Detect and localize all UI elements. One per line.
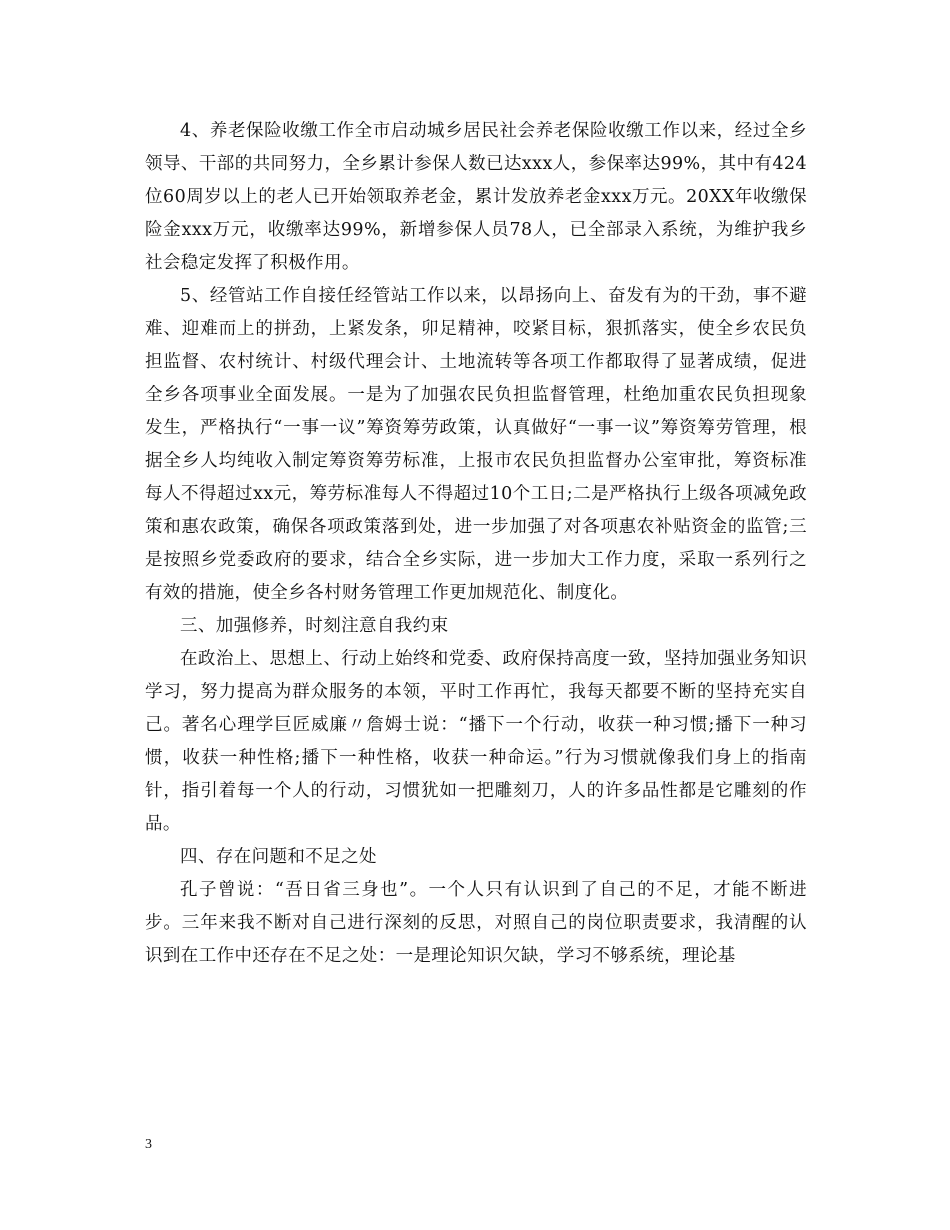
section-heading-problems: 四、存在问题和不足之处 (180, 847, 377, 867)
document-body (145, 115, 807, 973)
paragraph-pension-collection: 4、养老保险收缴工作全市启动城乡居民社会养老保险收缴工作以来，经过全乡领导、干部的共同努力，全乡累计参保人数已达xxx人，参保率达99%，其中有424位60周岁以上的老人已开始领取养老金，累计发放养老金xxx万元。20XX年收缴保险金xxx万元，收缴率达99%，新增参保人员78人，已全部录入系统，为维护我乡社会稳定发挥了积极作用。 (145, 121, 807, 273)
paragraph-management-station: 5、经管站工作自接任经管站工作以来，以昂扬向上、奋发有为的干劲，事不避难、迎难而上的拼劲，上紧发条，卯足精神，咬紧目标，狠抓落实，使全乡农民负担监督、农村统计、村级代理会计、土地流转等各项工作都取得了显著成绩，促进全乡各项事业全面发展。一是为了加强农民负担监督管理，杜绝加重农民负担现象发生，严格执行“一事一议”筹资筹劳政策，认真做好“一事一议”筹资筹劳管理，根据全乡人均纯收入制定筹资筹劳标准，上报市农民负担监督办公室审批，筹资标准每人不得超过xx元，筹劳标准每人不得超过10个工日;二是严格执行上级各项减免政策和惠农政策，确保各项政策落到处，进一步加强了对各项惠农补贴资金的监管;三是按照乡党委政府的要求，结合全乡实际，进一步加大工作力度，采取一系列行之有效的措施，使全乡各村财务管理工作更加规范化、制度化。 (145, 286, 807, 603)
page-number: 3 (145, 1137, 152, 1152)
paragraph-reflection: 孔子曾说：“吾日省三身也”。一个人只有认识到了自己的不足，才能不断进步。三年来我不断对自己进行深刻的反思，对照自己的岗位职责要求，我清醒的认识到在工作中还存在不足之处：一是理论知识欠缺，学习不够系统，理论基 (145, 880, 807, 966)
section-heading-self-discipline: 三、加强修养，时刻注意自我约束 (180, 616, 449, 636)
paragraph-self-cultivation: 在政治上、思想上、行动上始终和党委、政府保持高度一致，坚持加强业务知识学习，努力提高为群众服务的本领，平时工作再忙，我每天都要不断的坚持充实自己。著名心理学巨匠威廉〃詹姆士说：“播下一个行动，收获一种习惯;播下一种习惯，收获一种性格;播下一种性格，收获一种命运。”行为习惯就像我们身上的指南针，指引着每一个人的行动，习惯犹如一把雕刻刀，人的许多品性都是它雕刻的作品。 (145, 649, 807, 834)
